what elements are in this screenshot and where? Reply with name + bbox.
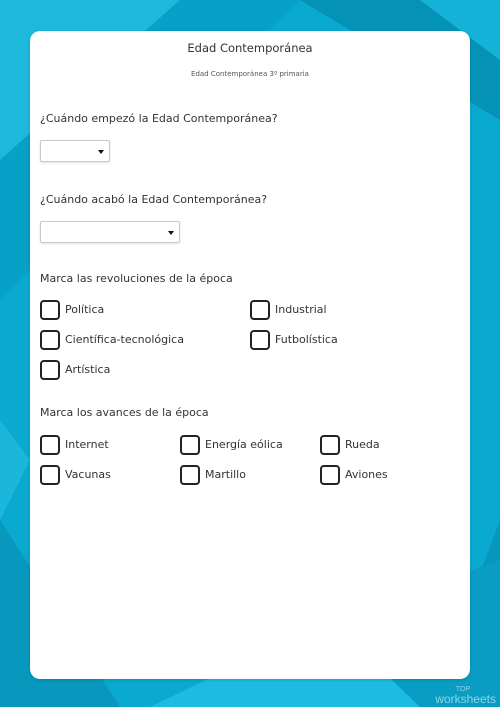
checkbox-box[interactable] bbox=[180, 435, 200, 455]
watermark-line1: TOP bbox=[455, 686, 470, 693]
checkbox-label: Científica-tecnológica bbox=[65, 333, 184, 346]
end-select[interactable] bbox=[40, 221, 180, 243]
checkbox-label: Futbolística bbox=[275, 333, 338, 346]
checkbox-label: Internet bbox=[65, 438, 109, 451]
checkbox-box[interactable] bbox=[40, 465, 60, 485]
checkbox-box[interactable] bbox=[40, 330, 60, 350]
checkbox-box[interactable] bbox=[320, 435, 340, 455]
checkbox-box[interactable] bbox=[40, 435, 60, 455]
worksheet-card bbox=[30, 31, 470, 679]
question-end: ¿Cuándo acabó la Edad Contemporánea? bbox=[40, 193, 268, 206]
checkbox-label: Artística bbox=[65, 363, 111, 376]
checkbox-label: Martillo bbox=[205, 468, 246, 481]
chevron-down-icon bbox=[98, 150, 104, 154]
start-select[interactable] bbox=[40, 140, 110, 162]
worksheet-title: Edad Contemporánea bbox=[187, 41, 313, 55]
checkbox-box[interactable] bbox=[320, 465, 340, 485]
checkbox-label: Industrial bbox=[275, 303, 327, 316]
checkbox-box[interactable] bbox=[40, 300, 60, 320]
worksheet-subtitle: Edad Contemporánea 3º primaria bbox=[191, 70, 309, 78]
watermark-line2: worksheets bbox=[435, 692, 496, 706]
checkbox-label: Energía eólica bbox=[205, 438, 283, 451]
chevron-down-icon bbox=[168, 231, 174, 235]
checkbox-box[interactable] bbox=[180, 465, 200, 485]
question-avances: Marca los avances de la época bbox=[40, 406, 209, 419]
checkbox-label: Política bbox=[65, 303, 105, 316]
checkbox-label: Vacunas bbox=[65, 468, 111, 481]
checkbox-box[interactable] bbox=[250, 300, 270, 320]
checkbox-box[interactable] bbox=[250, 330, 270, 350]
checkbox-box[interactable] bbox=[40, 360, 60, 380]
checkbox-label: Rueda bbox=[345, 438, 380, 451]
watermark-logo bbox=[435, 686, 496, 705]
checkbox-label: Aviones bbox=[345, 468, 388, 481]
question-revoluciones: Marca las revoluciones de la época bbox=[40, 272, 233, 285]
question-start: ¿Cuándo empezó la Edad Contemporánea? bbox=[40, 112, 278, 125]
